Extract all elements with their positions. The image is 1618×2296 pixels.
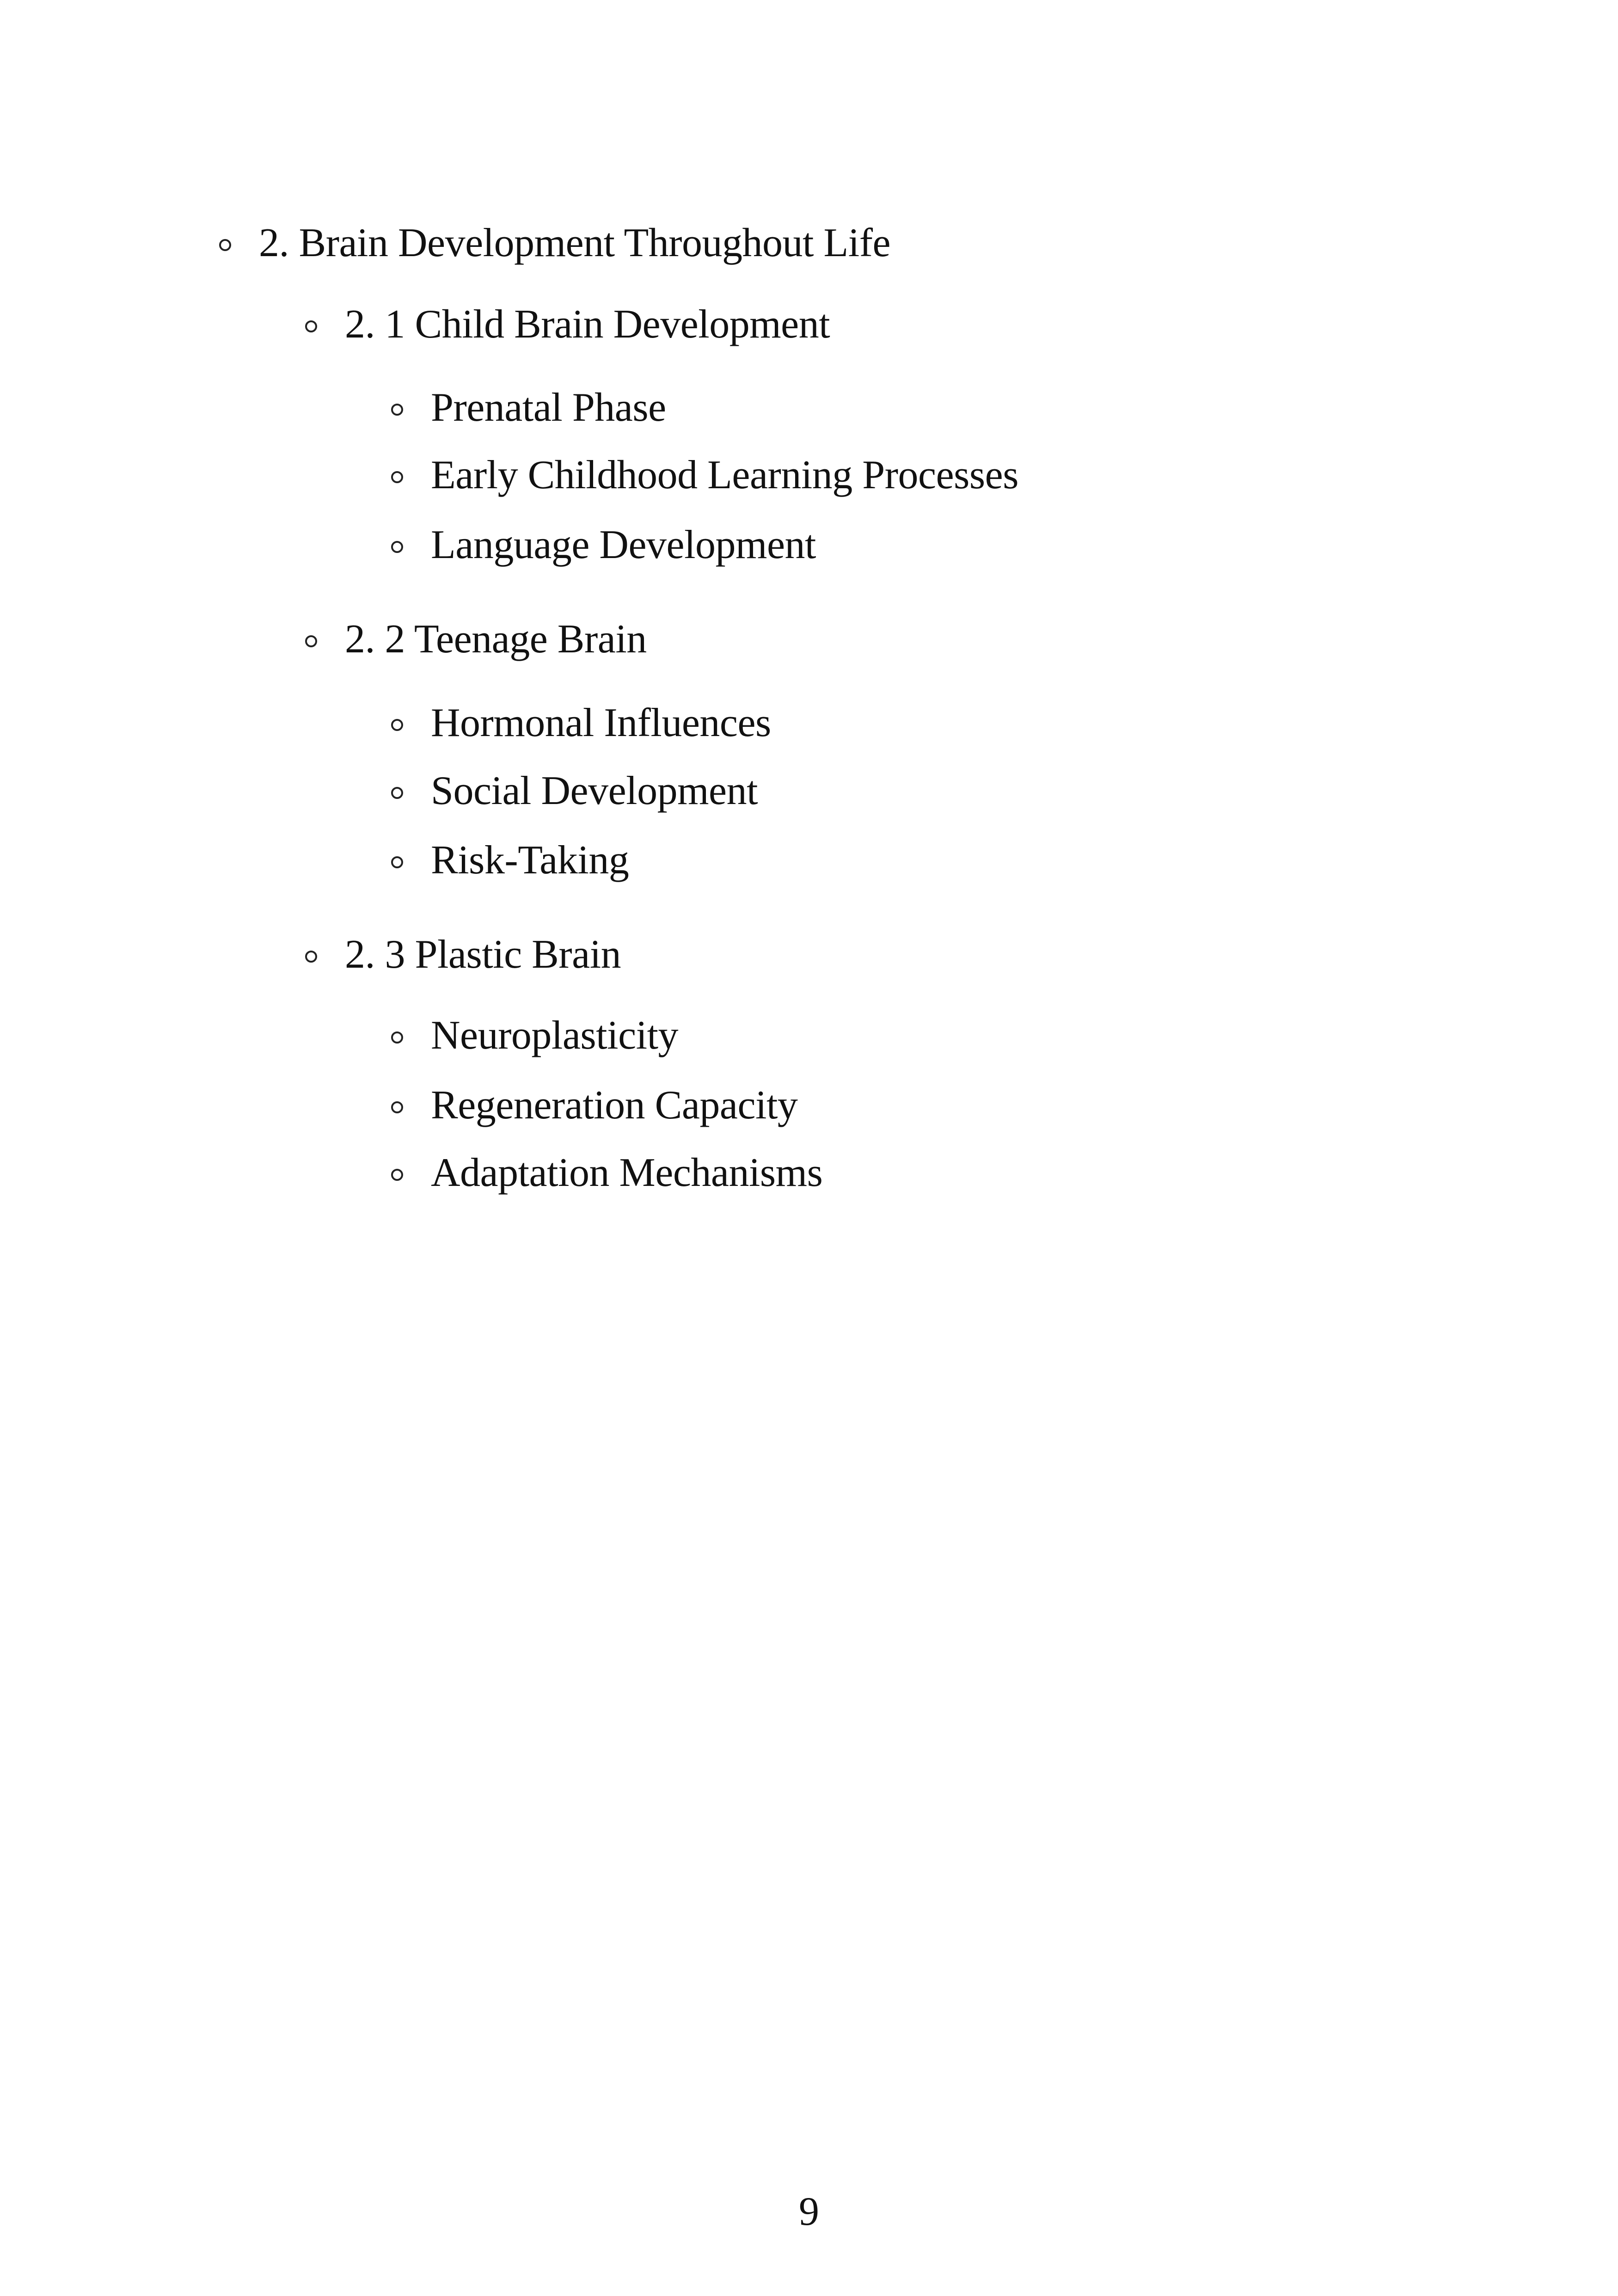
outline-item-label: Risk-Taking xyxy=(431,838,629,883)
section-heading: 2. Brain Development Throughout Life xyxy=(259,221,891,265)
outline-item-label: Hormonal Influences xyxy=(431,700,771,745)
outline-item-label: Regeneration Capacity xyxy=(431,1083,798,1128)
outline-item-label: Prenatal Phase xyxy=(431,385,666,430)
subsection-heading: 2. 1 Child Brain Development xyxy=(345,302,830,347)
subsection-heading: 2. 2 Teenage Brain xyxy=(345,617,647,662)
hollow-bullet-icon xyxy=(391,541,403,553)
outline-item-label: Social Development xyxy=(431,768,758,813)
hollow-bullet-icon xyxy=(391,404,403,416)
hollow-bullet-icon xyxy=(305,320,317,332)
outline-item-label: Adaptation Mechanisms xyxy=(431,1150,823,1195)
hollow-bullet-icon xyxy=(219,239,231,251)
subsection-heading: 2. 3 Plastic Brain xyxy=(345,932,621,977)
hollow-bullet-icon xyxy=(305,635,317,647)
page-number: 9 xyxy=(799,2189,819,2234)
hollow-bullet-icon xyxy=(391,719,403,731)
hollow-bullet-icon xyxy=(391,471,403,483)
outline-item-label: Early Childhood Learning Processes xyxy=(431,453,1018,497)
hollow-bullet-icon xyxy=(391,856,403,868)
hollow-bullet-icon xyxy=(391,1101,403,1113)
hollow-bullet-icon xyxy=(305,951,317,963)
hollow-bullet-icon xyxy=(391,1169,403,1181)
outline-item-label: Neuroplasticity xyxy=(431,1013,679,1058)
hollow-bullet-icon xyxy=(391,787,403,799)
outline-item-label: Language Development xyxy=(431,522,816,567)
hollow-bullet-icon xyxy=(391,1031,403,1044)
